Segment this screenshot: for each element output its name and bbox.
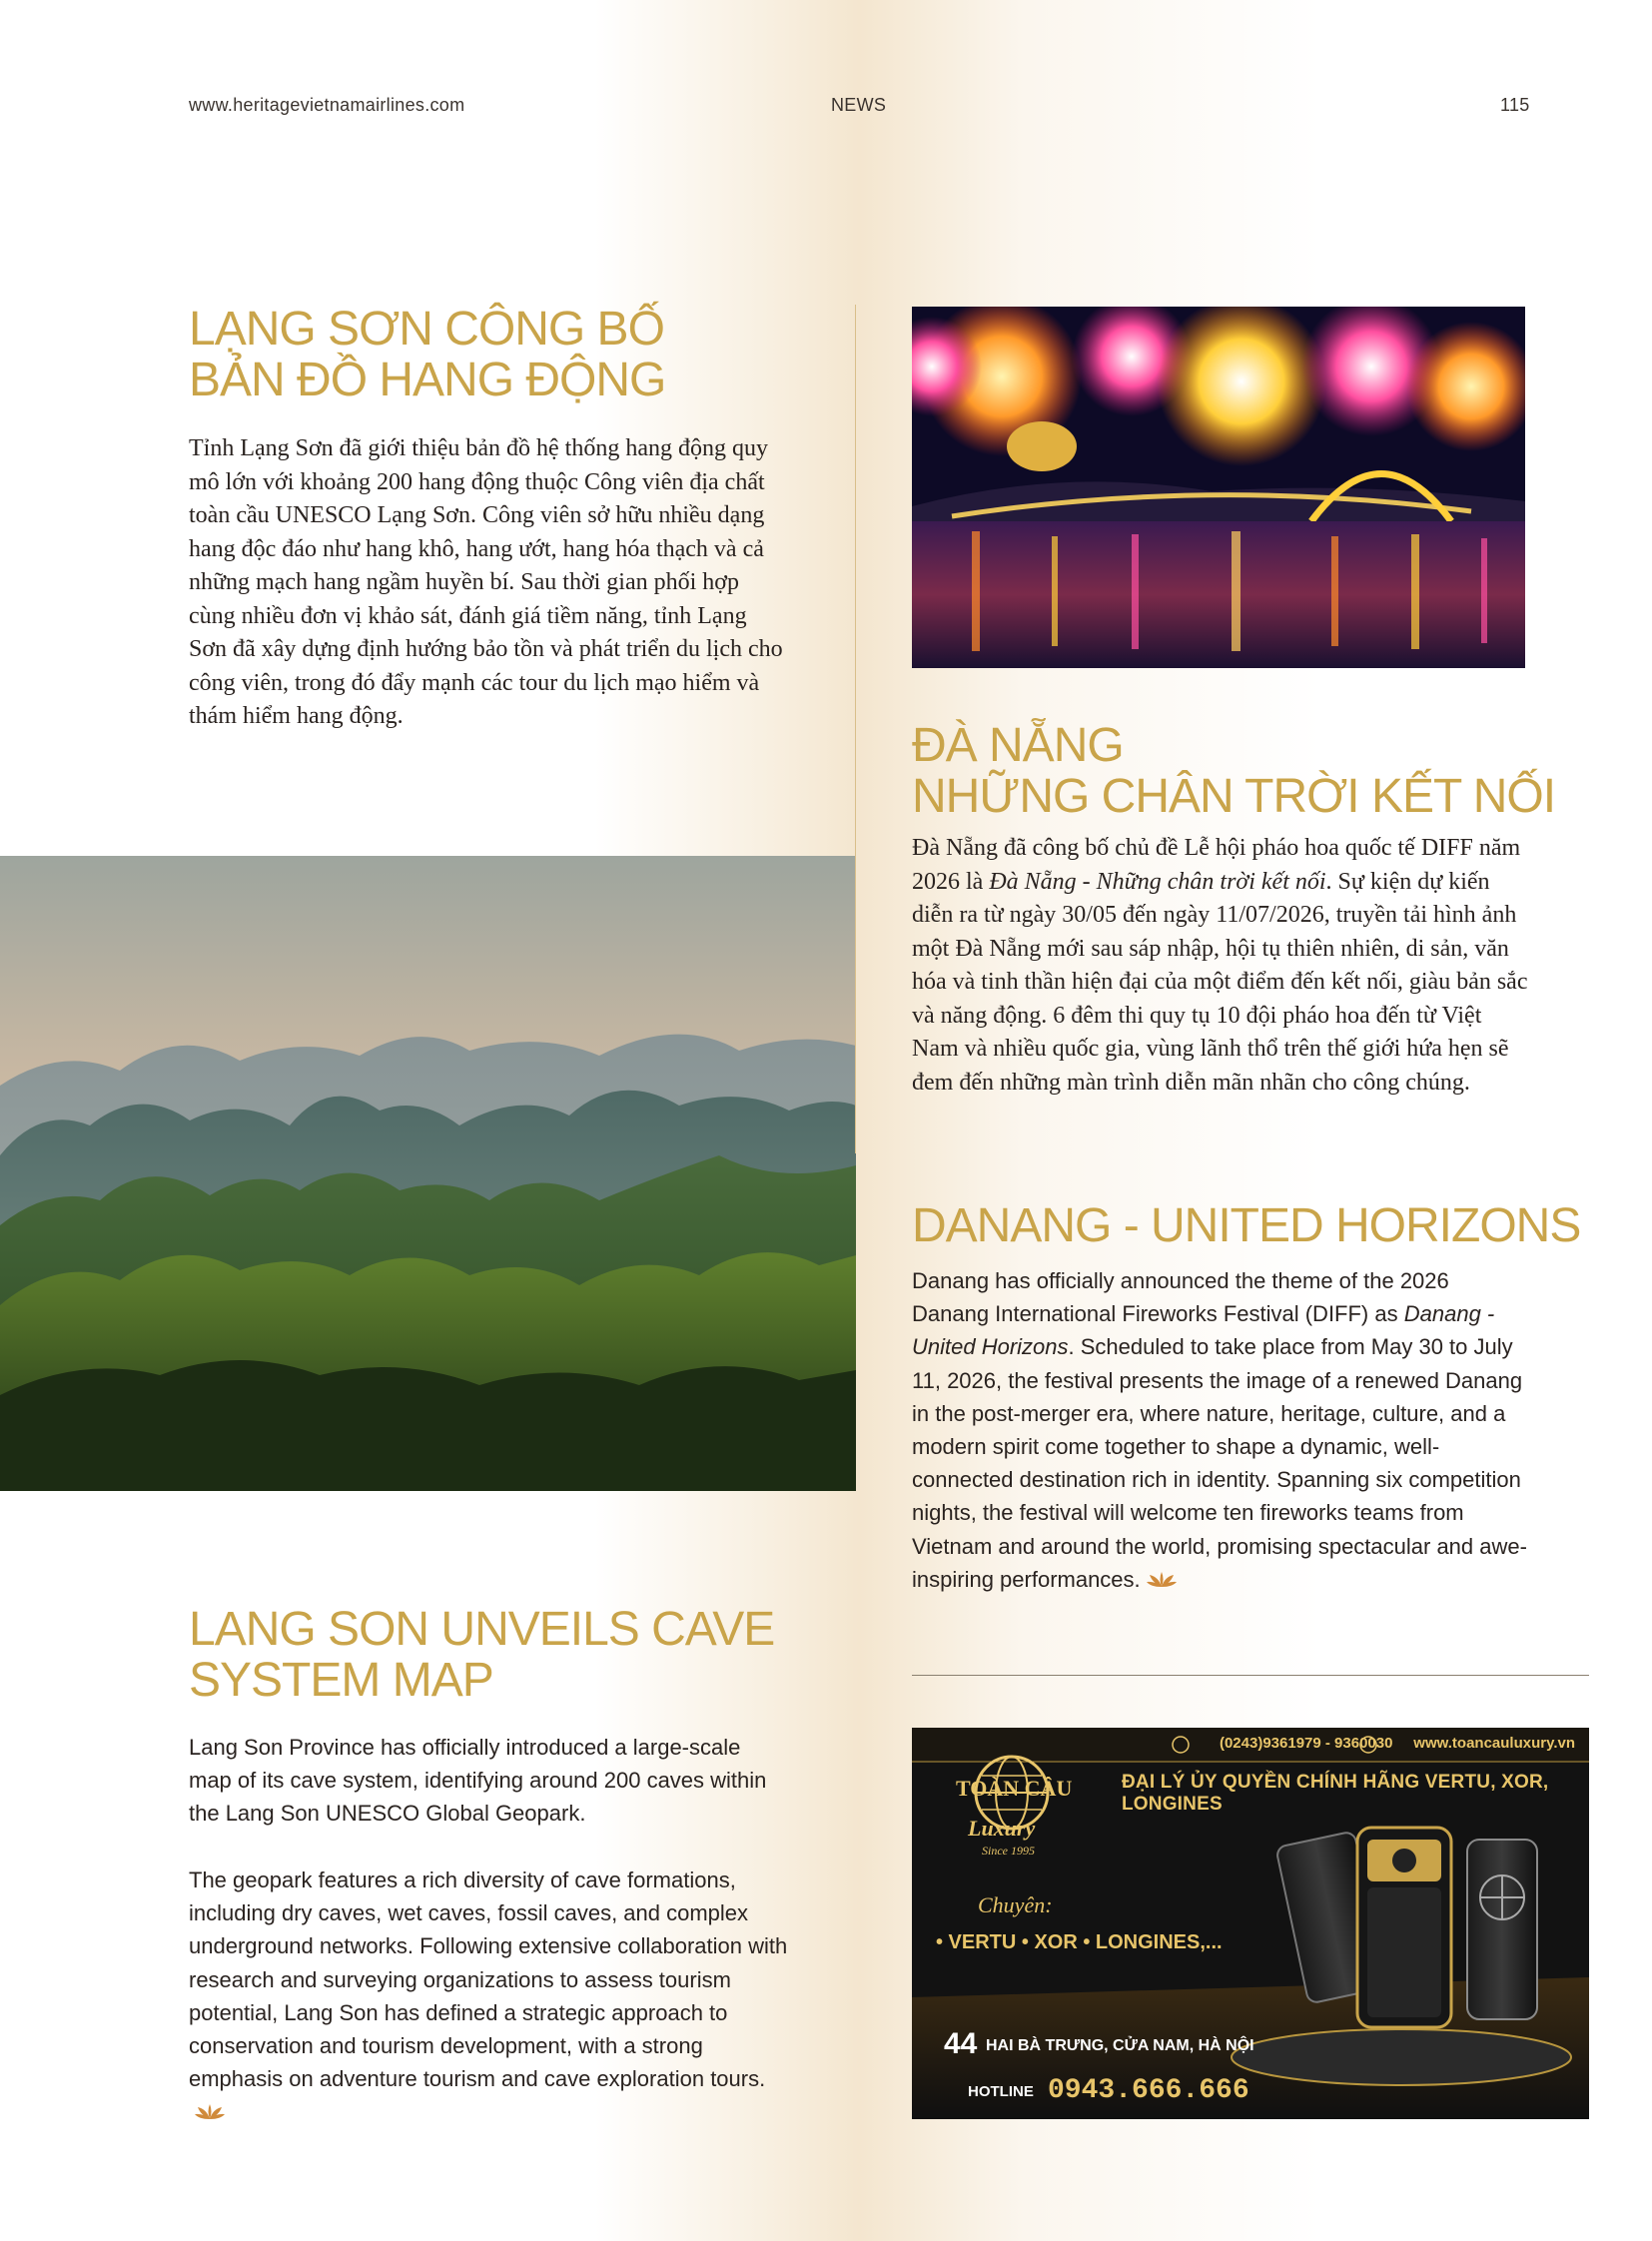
column-divider [855,305,856,1153]
body-text: Danang has officially announced the theme of the 2026 Danang International Fireworks Festival (DIFF) as [912,1268,1449,1327]
body-text: . Sự kiện dự kiến diễn ra từ ngày 30/05 đến ngày 11/07/2026, truyền tải hình ảnh một Đà Nẵng mới sau sáp nhập, hội tụ thiên nhiên, di sản, văn hóa và tinh thần hiện đại của một điểm đến kết nối, giàu bản sắc và năng động. 6 đêm thi quy tụ 10 đội pháo hoa đến từ Việt Nam và nhiều quốc gia, vùng lãnh thổ trên thế giới hứa hẹn sẽ đem đến những màn trình diễn mãn nhãn cho công chúng. [912,868,1528,1096]
page-number: 115 [1500,95,1530,115]
ad-hotline-label: HOTLINE [968,2083,1034,2100]
ad-address: HAI BÀ TRƯNG, CỬA NAM, HÀ NỘI [986,2037,1254,2054]
lang-son-en-para2 [189,1864,788,2129]
ad-address-number: 44 [944,2027,978,2060]
phone-illustration [1275,1828,1537,2027]
lotus-icon [1147,1571,1177,1589]
ad-hotline[interactable]: 0943.666.666 [1048,2075,1249,2106]
title-line: LANG SON UNVEILS CAVE [189,1603,775,1656]
toan-cau-luxury-ad[interactable] [912,1728,1589,2119]
lotus-icon [195,2103,225,2121]
phone-number[interactable]: (0243)9361979 - 9360030 [1219,1735,1393,1752]
fireworks-image [912,307,1525,668]
ad-dealer: ĐẠI LÝ ỦY QUYỀN CHÍNH HÃNG VERTU, XOR, LONGINES [1122,1772,1549,1815]
site-url: www.heritagevietnamairlines.com [189,95,465,115]
danang-vi-title [912,721,1555,823]
ad-brands: • VERTU • XOR • LONGINES,... [936,1931,1223,1953]
ad-contact[interactable] [1220,1735,1575,1752]
title-line: SYSTEM MAP [189,1653,493,1707]
danang-vi-body [912,832,1533,1100]
lang-son-vi-body: Tỉnh Lạng Sơn đã giới thiệu bản đồ hệ thống hang động quy mô lớn với khoảng 200 hang động thuộc Công viên địa chất toàn cầu UNESCO Lạng Sơn. Công viên sở hữu nhiều dạng hang độc đáo như hang khô, hang ướt, hang hóa thạch và cả những mạch hang ngầm huyền bí. Sau thời gian phối hợp cùng nhiều đơn vị khảo sát, đánh giá tiềm năng, tỉnh Lạng Sơn đã xây dựng định hướng bảo tồn và phát triển du lịch cho công viên, trong đó đẩy mạnh các tour du lịch mạo hiểm và thám hiểm hang động. [189,435,783,729]
website-link[interactable]: www.toancauluxury.vn [1413,1735,1575,1752]
title-line: ĐÀ NẴNG [912,719,1124,772]
para-text: The geopark features a rich diversity of cave formations, including dry caves, wet caves, fossil caves, and complex underground networks. Following extensive collaboration with research and surveying organizations to assess tourism potential, Lang Son has defined a strategic approach to conservation and tourism development, with a strong emphasis on adventure tourism and cave exploration tours. [189,1868,788,2092]
ad-since: Since 1995 [982,1844,1035,1858]
body-text: . Scheduled to take place from May 30 to July 11, 2026, the festival presents the image of a renewed Danang in the post-merger era, where nature, heritage, culture, and a modern spirit come together to shape a dynamic, well-connected destination rich in identity. Spanning six competition nights, the festival will welcome ten fireworks teams from Vietnam and around the world, promising spectacular and awe-inspiring performances. [912,1334,1527,1592]
body-text: Đà Nẵng đã công bố chủ đề Lễ hội pháo hoa quốc tế DIFF năm 2026 là [912,835,1521,895]
lang-son-en-title [189,1605,774,1707]
lang-son-en-para1: Lang Son Province has officially introduced a large-scale map of its cave system, identifying around 200 caves within the Lang Son UNESCO Global Geopark. [189,1735,767,1827]
ad-luxury: Luxury [968,1816,1036,1841]
ad-divider [912,1675,1589,1676]
danang-en-title: DANANG - UNITED HORIZONS [912,1199,1581,1252]
festival-theme: Danang - United Horizons [912,1301,1495,1360]
festival-theme: Đà Nẵng - Những chân trời kết nối [989,868,1326,895]
title-line: NHỮNG CHÂN TRỜI KẾT NỐI [912,769,1556,823]
mountain-landscape-image [0,856,856,1491]
ad-specialty-label: Chuyên: [978,1892,1053,1917]
title-line: LẠNG SƠN CÔNG BỐ [189,303,664,356]
danang-en-body [912,1264,1531,1596]
lang-son-vi-title [189,305,665,406]
title-line: BẢN ĐỒ HANG ĐỘNG [189,353,666,406]
ad-brand: TOÀN CẦU [956,1776,1073,1801]
section-label: NEWS [831,95,887,115]
